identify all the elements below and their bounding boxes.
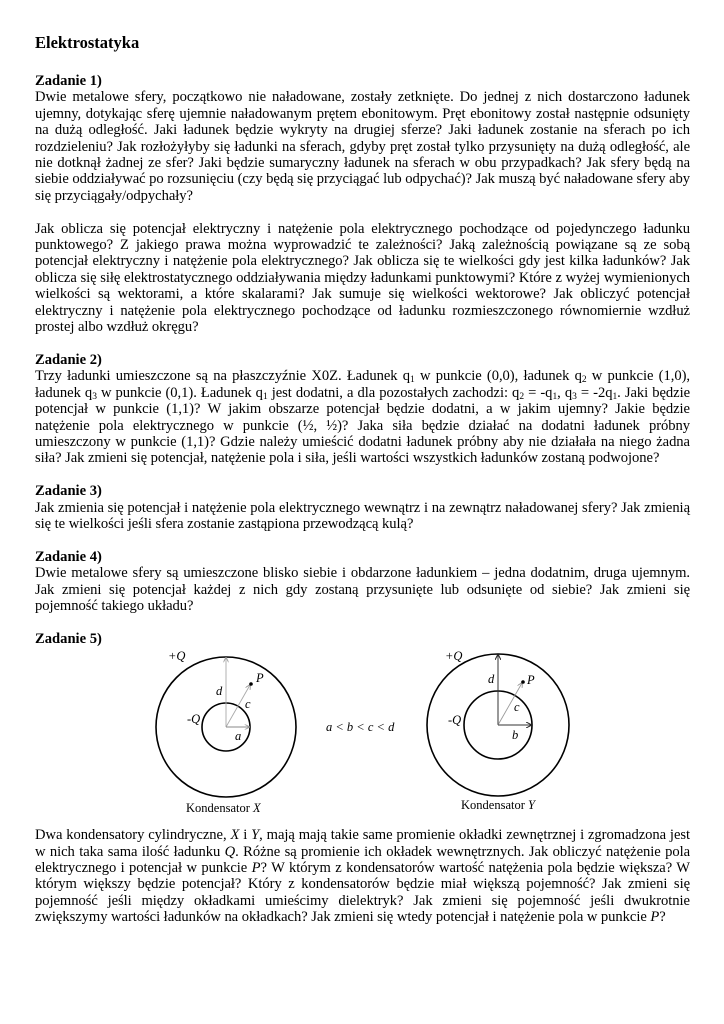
svg-text:P: P xyxy=(527,673,535,688)
task-3-paragraph: Jak zmienia się potencjał i natężenie pola elektrycznego wewnątrz i na zewnątrz naładowanej sfery? Jak zmienią się te wielkości jeśli sfera zostanie zastąpiona przewodzącą kulą? xyxy=(35,499,690,532)
task-1-heading: Zadanie 1) xyxy=(35,73,102,89)
svg-text:b: b xyxy=(512,728,519,743)
capacitor-figure xyxy=(35,647,690,819)
svg-text:Kondensator Y: Kondensator Y xyxy=(461,798,535,813)
task-5-paragraph: Dwa kondensatory cylindryczne, X i Y, mają mają takie same promienie okładki zewnętrznej i zgromadzona jest w nich taka sama ilość ładunku Q. Różne są promienie ich okładek wewnętrznych. Jak obliczyć natężenie pola elektrycznego i potencjał w punkcie P? W którym z kondensatorów wartość natężenia pola będzie większa? W którym większy będzie potencjał? Który z kondensatorów będzie miał większą pojemność? Jak zmieni się pojemność jeśli między okładkami umieścimy dielektryk? Jak zmieni się pojemność jeśli dwukrotnie zwiększymy wartości ładunków na okładkach? Jak zmieni się wtedy potencjał i natężenie pola w punkcie P? xyxy=(35,827,691,926)
task-4-paragraph: Dwie metalowe sfery są umieszczone blisko siebie i obdarzone ładunkiem – jedna dodatnim, druga ujemnym. Jak zmieni się potencjał każdej z nich gdy zostaną przysunięte lub odsunięte od siebie? Jak zmieni się pojemność takiego układu? xyxy=(35,565,690,614)
svg-text:+Q: +Q xyxy=(445,649,463,664)
svg-text:+Q: +Q xyxy=(168,649,186,664)
svg-text:c: c xyxy=(245,697,251,712)
task-1-paragraph: Dwie metalowe sfery, początkowo nie naładowane, zostały zetknięte. Do jednej z nich dostarczono ładunek ujemny, dotykając sferę ujemnie naładowanym prętem ebonitowym. Pręt ebonitowy został następnie odsunięty na dużą odległość. Jaki ładunek będzie wykryty na drugiej sferze? Jaki ładunek zostanie na sferach po ich rozdzieleniu? Jak rozłożyłyby się ładunki na sferach, gdyby pręt został tylko przysunięty na dużą odległość, ale nie dotknął żadnej ze sfer? Jaki będzie sumaryczny ładunek na sferach w obu przypadkach? Jak sfery będą na siebie oddziaływać po rozsunięciu (czy będą się przyciągać lub odpychać)? Jak muszą być naładowane sfery aby się przyciągały/odpychały? xyxy=(35,89,690,204)
capacitor-x-diagram xyxy=(156,649,296,815)
task-2-heading: Zadanie 2) xyxy=(35,351,102,368)
svg-text:-Q: -Q xyxy=(448,713,462,728)
svg-text:a: a xyxy=(235,729,242,744)
svg-text:P: P xyxy=(256,671,264,686)
svg-text:-Q: -Q xyxy=(187,712,201,727)
task-3-heading: Zadanie 3) xyxy=(35,483,102,500)
document-title: Elektrostatyka xyxy=(35,33,140,52)
capacitor-y-diagram xyxy=(427,649,569,812)
svg-text:c: c xyxy=(514,700,520,715)
task-4-heading: Zadanie 4) xyxy=(35,548,102,565)
svg-text:d: d xyxy=(488,672,495,687)
point-p-dot-y xyxy=(521,680,525,684)
svg-text:Kondensator X: Kondensator X xyxy=(186,801,261,816)
point-p-dot-x xyxy=(249,682,253,686)
document-page xyxy=(35,33,690,926)
svg-text:d: d xyxy=(216,684,223,699)
task-1-theory-paragraph: Jak oblicza się potencjał elektryczny i natężenie pola elektrycznego pochodzące od pojedynczego ładunku punktowego? Z jakiego prawa można wyprowadzić te zależności? Jaką zależnością powiązane są ze sobą potencjał elektryczny i natężenie pola elektrycznego? Jak oblicza się te wielkości gdy jest kilka ładunków? Jak oblicza się siłę elektrostatycznego oddziaływania między ładunkami punktowymi? Które z wyżej wymienionych wielkości są wektorami, a które skalarami? Jak sumuje się wielkości wektorowe? Jak obliczyć potencjał elektryczny i natężenie pola elektrycznego pochodzące od ładunku rozmieszczonego równomiernie wzdłuż prostej albo wzdłuż okręgu? xyxy=(35,220,690,336)
task-2-paragraph: Trzy ładunki umieszczone są na płaszczyźnie X0Z. Ładunek $q_1$ w punkcie (0,0), ładunek $q_2$ w punkcie (1,0), ładunek $q_3$ w punkcie (0,1). Ładunek $q_1$ jest dodatni, a dla pozostałych zachodzi: $q_2 = -q_1$, $q_3 = -2q_1$. Jaki będzie potencjał w punkcie (1,1)? W jakim obszarze potencjał będzie dodatni, a w jakim ujemny? Jakie będzie natężenie pola elektrycznego w punkcie (½, ½)? Jaka siła będzie działać na dodatni ładunek próbny umieszczony w punkcie (1,1)? Gdzie należy umieścić dodatni ładunek próbny aby nie działała na niego żadna siła? Jak zmieni się potencjał, natężenie pola i siła, jeśli wartości wszystkich ładunków zostaną podwojone? xyxy=(35,368,691,467)
radius-relation: a < b < c < d xyxy=(326,720,395,735)
task-5-heading: Zadanie 5) xyxy=(35,630,102,647)
